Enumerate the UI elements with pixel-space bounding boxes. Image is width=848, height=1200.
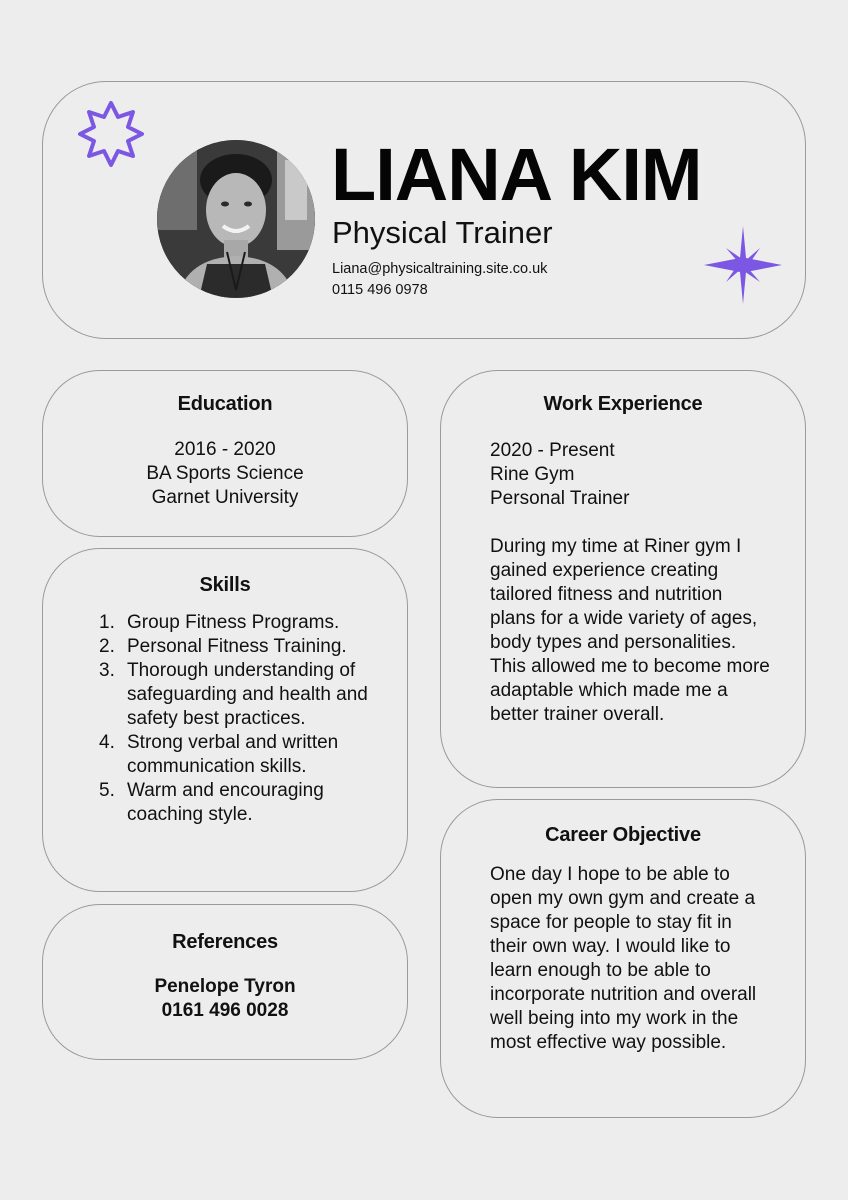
- skills-heading: Skills: [199, 574, 251, 596]
- list-number: 5.: [99, 780, 115, 801]
- references-card: [42, 904, 408, 1060]
- phone-text: 0115 496 0978: [332, 282, 428, 298]
- list-text: Personal Fitness Training.: [127, 636, 347, 657]
- skills-list: [99, 611, 369, 827]
- job-title: Physical Trainer: [332, 215, 553, 250]
- work-heading: Work Experience: [543, 393, 703, 415]
- work-role: Personal Trainer: [490, 488, 630, 509]
- references-heading: References: [172, 931, 278, 953]
- list-text: Group Fitness Programs.: [127, 612, 340, 633]
- education-school: Garnet University: [151, 487, 299, 508]
- list-number: 3.: [99, 660, 115, 681]
- list-item: [99, 611, 369, 635]
- work-description: During my time at Riner gym I gained experience creating tailored fitness and nutrition plans for a wide variety of ages, body types and personalities. This allowed me to become more adaptable which made me a better trainer overall.: [490, 536, 770, 725]
- list-number: 1.: [99, 612, 115, 633]
- candidate-name: LIANA KIM: [331, 133, 702, 216]
- reference-name: Penelope Tyron: [154, 976, 296, 997]
- header-card: [42, 81, 806, 339]
- education-details: [43, 438, 407, 510]
- work-experience-card: [440, 370, 806, 788]
- list-item: [99, 779, 369, 827]
- avatar: [157, 140, 315, 298]
- list-number: 2.: [99, 636, 115, 657]
- education-card: [42, 370, 408, 537]
- career-objective-text: One day I hope to be able to open my own gym and create a space for people to stay fit in their own way. I would like to learn enough to be able to incorporate nutrition and overall well being into my work in the most effective way possible.: [490, 864, 757, 1053]
- career-objective-card: [440, 799, 806, 1118]
- list-item: [99, 659, 369, 731]
- work-company: Rine Gym: [490, 464, 575, 485]
- list-text: Strong verbal and written communication skills.: [127, 732, 339, 777]
- education-years: 2016 - 2020: [174, 439, 276, 460]
- education-heading: Education: [177, 393, 273, 415]
- list-item: [99, 731, 369, 779]
- work-years: 2020 - Present: [490, 440, 615, 461]
- list-text: Thorough understanding of safeguarding and health and safety best practices.: [127, 660, 368, 729]
- star-outline-icon: [75, 98, 147, 170]
- list-number: 4.: [99, 732, 115, 753]
- career-heading: Career Objective: [545, 824, 701, 846]
- sparkle-icon: [704, 226, 782, 304]
- list-item: [99, 635, 369, 659]
- skills-card: [42, 548, 408, 892]
- email-text: Liana@physicaltraining.site.co.uk: [332, 261, 548, 277]
- education-degree: BA Sports Science: [146, 463, 304, 484]
- reference-phone: 0161 496 0028: [161, 1000, 289, 1021]
- list-text: Warm and encouraging coaching style.: [127, 780, 324, 825]
- work-details: [490, 439, 770, 511]
